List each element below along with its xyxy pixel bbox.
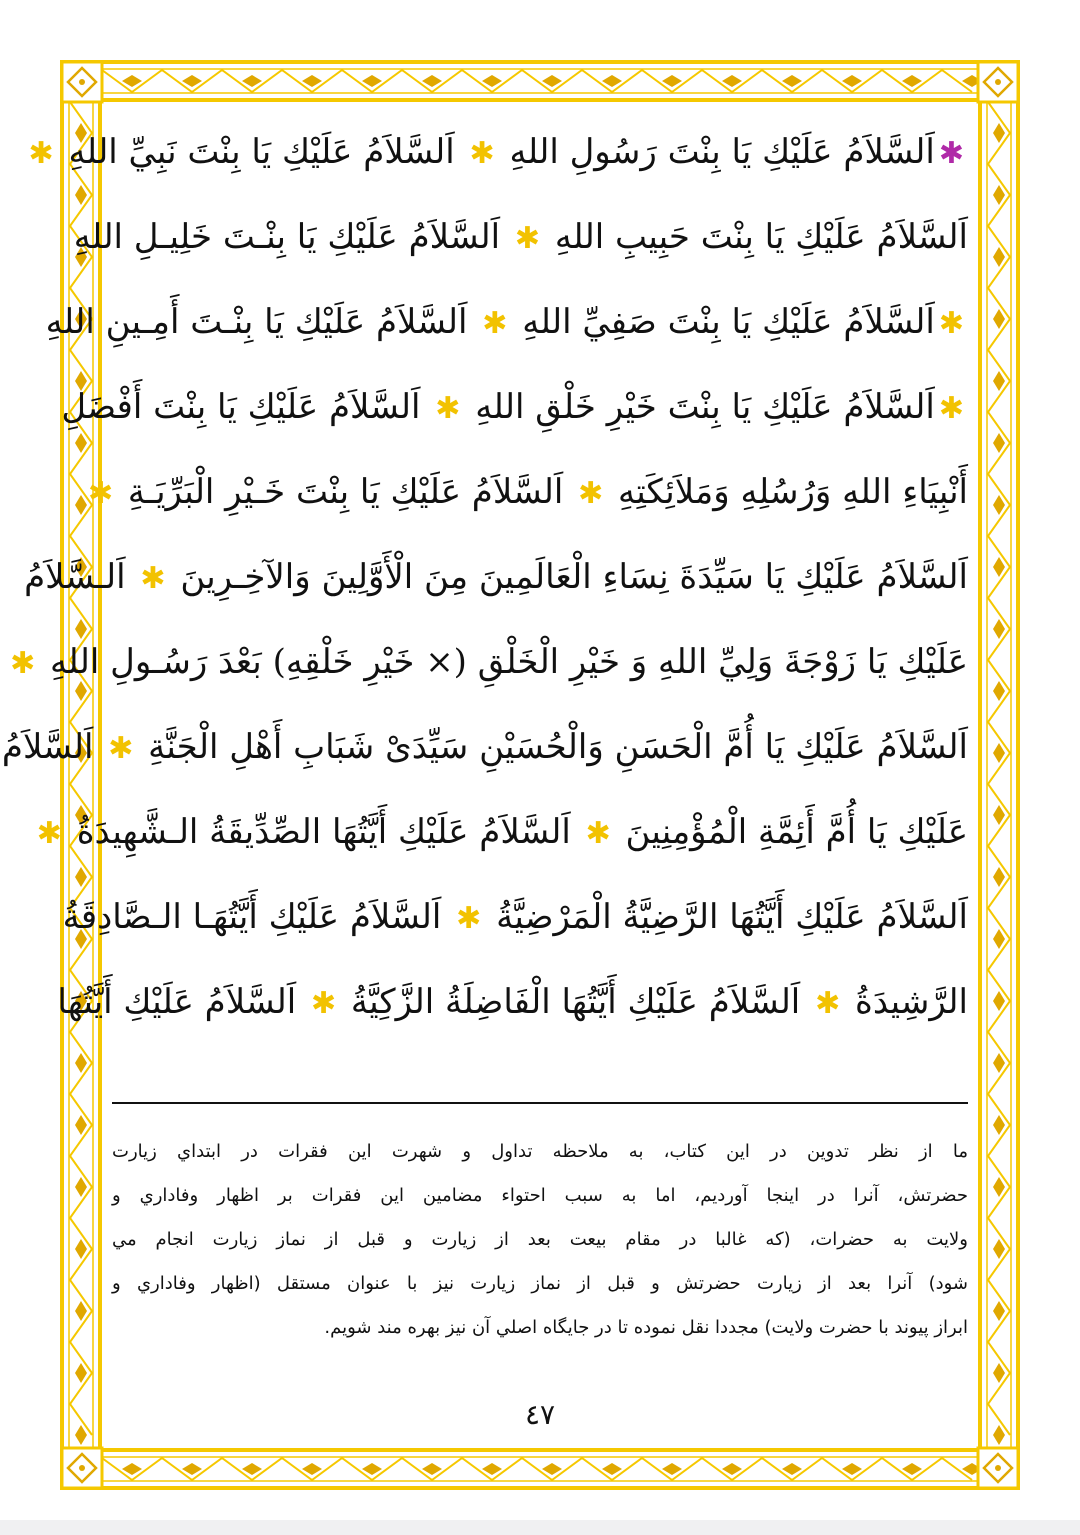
verse-segment: اَلسَّلاَمُ عَلَيْكِ أَيَّتُهَا الرَّضِيَّةُ الْمَرْضِيَّةُ [496,897,968,937]
asterisk-star-icon: ✱ [456,901,482,936]
asterisk-star-icon: ✱ [514,221,541,256]
verse-line [73,195,968,280]
verse-segment: عَلَيْكِ يَا أُمَّ أَئِمَّةِ الْمُؤْمِنِينَ [625,812,968,852]
verse-segment: اَلسَّلاَمُ عَلَيْكِ يَا بِنْتَ حَبِيبِ اللهِ [554,217,968,257]
verse-line [87,450,968,535]
verse-segment: اَلسَّلاَمُ عَلَيْكِ يَا بِنْتَ نَبِيِّ اللهِ [68,132,455,172]
ziyarat-verses [1,110,968,1045]
verse-line [24,535,968,620]
asterisk-star-icon: ✱ [108,731,134,766]
asterisk-star-icon: ✱ [578,476,604,511]
footnote-line: شود) آنرا بعد از زيارت حضرتش و قبل از نماز زيارت نيز با عنوان مستقل (اظهار وفاداري و [112,1273,968,1294]
footnote [112,1130,968,1350]
verse-segment: اَلسَّلاَمُ عَلَيْكِ يَا أُمَّ الْحَسَنِ وَالْحُسَيْنِ سَيِّدَیْ شَبَابِ أَهْلِ الْجَنَّةِ [148,727,968,767]
verse-line [36,790,968,875]
verse-segment: اَلسَّلاَمُ عَلَيْكِ أَيَّتُهَا الصِّدِّيقَةُ الـشَّهِيدَةُ [76,812,571,852]
verse-line [28,110,968,195]
asterisk-star-icon: ✱ [469,136,495,171]
asterisk-star-icon: ✱ [938,136,964,171]
viewer-bottom-strip [0,1520,1080,1535]
verse-segment: الرَّشِيدَةُ [855,982,968,1022]
verse-segment: اَلسَّلاَمُ عَلَيْكِ أَيَّتُهَا [57,982,297,1022]
footnote-line: ابراز پيوند با حضرت ولايت) مجددا نقل نموده تا در جايگاه اصلي آن نيز بهره مند شويم. [324,1317,968,1338]
asterisk-star-icon: ✱ [28,136,54,171]
page-number: ٤٧ [524,1398,556,1431]
asterisk-star-icon: ✱ [140,561,166,596]
verse-segment: اَلـسَّلاَمُ [24,557,126,597]
verse-segment: اَلسَّلاَمُ عَلَيْكِ يَا بِنْتَ رَسُولِ اللهِ [509,132,935,172]
verse-segment: اَلسَّلاَمُ [1,727,94,767]
asterisk-star-icon: ✱ [585,816,611,851]
footnote-line: ما از نظر تدوين در اين كتاب، به ملاحظه تداول و شهرت اين فقرات در ابتداي زيارت [112,1141,968,1162]
verse-line [61,365,968,450]
verse-segment: اَلسَّلاَمُ عَلَيْكِ أَيَّتُهَا الْفَاضِلَةُ الزَّكِيَّةُ [350,982,801,1022]
asterisk-star-icon: ✱ [10,646,36,681]
asterisk-star-icon: ✱ [938,391,964,426]
verse-line [10,620,968,705]
verse-segment: عَلَيْكِ يَا زَوْجَةَ وَلِيِّ اللهِ وَ خَيْرِ الْخَلْقِ (× خَيْرِ خَلْقِهِ) بَعْدَ رَسُـولِ اللهِ [50,642,968,682]
verse-segment: اَلسَّلاَمُ عَلَيْكِ أَيَّتُهَـا الـصَّادِقَةُ [62,897,442,937]
asterisk-star-icon: ✱ [87,476,114,511]
verse-line [57,960,968,1045]
verse-segment: اَلسَّلاَمُ عَلَيْكِ يَا بِنْتَ خَيْرِ خَلْقِ اللهِ [475,387,935,427]
verse-segment: اَلسَّلاَمُ عَلَيْكِ يَا بِنْـتَ خَلِيـلِ اللهِ [73,217,501,257]
verse-line [62,875,968,960]
verse-segment: اَلسَّلاَمُ عَلَيْكِ يَا سَيِّدَةَ نِسَاءِ الْعَالَمِينَ مِنَ الْأَوَّلِينَ وَالآخِـرِينَ [180,557,968,597]
footnote-line: حضرتش، آنرا در اينجا آورديم، اما به سبب احتواء مضامين اين فقرات بر اظهار وفاداري و [112,1185,968,1206]
verse-line [1,705,968,790]
footnote-line: ولايت به حضرات، (كه غالبا در مقام بيعت بعد از زيارت و قبل از نماز زيارت انجام مي [112,1229,968,1250]
verse-segment: اَلسَّلاَمُ عَلَيْكِ يَا بِنْتَ صَفِيِّ اللهِ [522,302,935,342]
asterisk-star-icon: ✱ [435,391,461,426]
verse-line [45,280,968,365]
asterisk-star-icon: ✱ [482,306,508,341]
verse-segment: اَلسَّلاَمُ عَلَيْكِ يَا بِنْتَ أَفْضَلِ [61,387,421,427]
asterisk-star-icon: ✱ [938,306,964,341]
asterisk-star-icon: ✱ [310,986,337,1021]
verse-segment: اَلسَّلاَمُ عَلَيْكِ يَا بِنْتَ خَـيْرِ الْبَرِّيَـةِ [127,472,564,512]
verse-segment: أَنْبِيَاءِ اللهِ وَرُسُلِهِ وَمَلاَئِكَتِهِ [618,472,968,512]
footnote-divider [112,1102,968,1104]
asterisk-star-icon: ✱ [815,986,841,1021]
asterisk-star-icon: ✱ [36,816,62,851]
verse-segment: اَلسَّلاَمُ عَلَيْكِ يَا بِنْـتَ أَمِـينِ اللهِ [45,302,468,342]
